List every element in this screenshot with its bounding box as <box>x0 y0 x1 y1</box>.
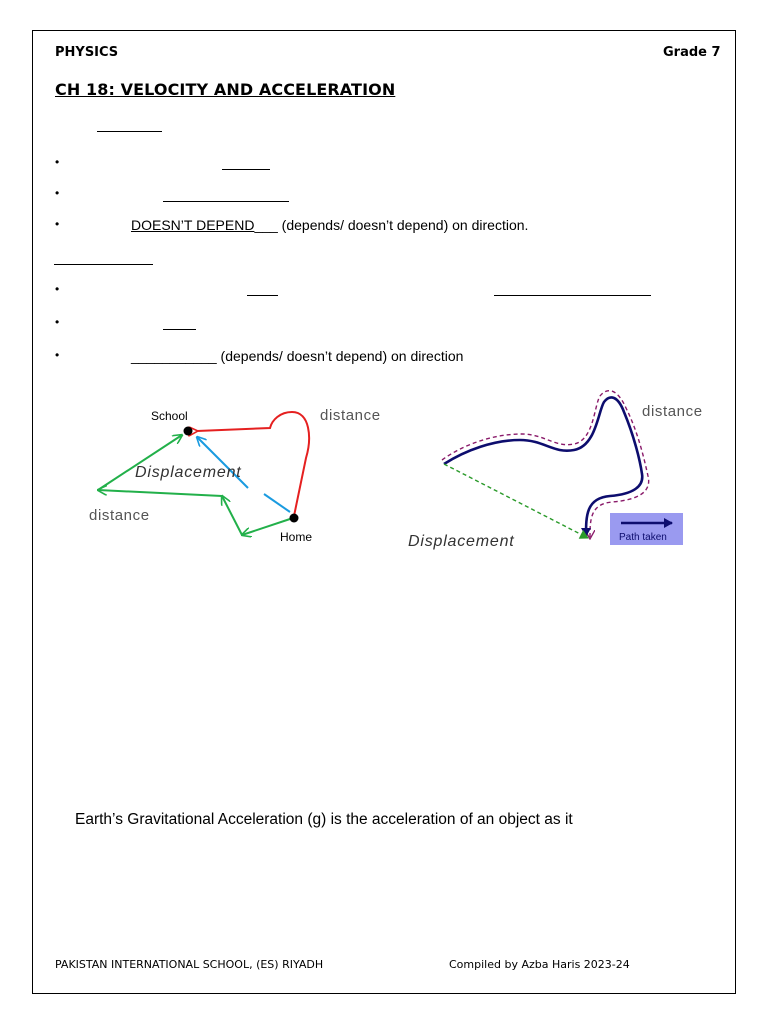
answer-blank <box>222 169 270 170</box>
distance-label-left: distance <box>89 507 150 524</box>
legend-text: Path taken <box>619 532 667 543</box>
home-point <box>290 514 299 523</box>
school-label: School <box>151 409 188 423</box>
section-heading-blank <box>97 131 162 132</box>
bullet-dot: • <box>55 282 60 296</box>
bullet-dot: • <box>55 348 60 362</box>
school-home-diagram <box>80 398 420 558</box>
bullet-dot: • <box>55 155 60 169</box>
direction-statement <box>131 348 463 364</box>
answer-blank <box>247 295 278 296</box>
bullet-dot: • <box>55 217 60 231</box>
answer-blank: ___________ <box>131 348 217 364</box>
school-point <box>184 427 193 436</box>
statement-tail: (depends/ doesn’t depend) on direction <box>216 348 464 364</box>
direction-statement <box>131 217 528 233</box>
footer-school: PAKISTAN INTERNATIONAL SCHOOL, (ES) RIYADH <box>55 958 324 971</box>
green-distance-segment <box>98 435 182 490</box>
distance-label-top: distance <box>320 407 381 424</box>
gravity-statement: Earth’s Gravitational Acceleration (g) is the acceleration of an object as it <box>75 811 573 828</box>
bullet-dot: • <box>55 315 60 329</box>
footer-compiled: Compiled by Azba Haris 2023-24 <box>449 958 630 971</box>
green-distance-segment <box>98 490 222 496</box>
subject-label: PHYSICS <box>55 45 119 60</box>
path-taken-diagram <box>404 386 734 556</box>
answer-blank <box>494 295 651 296</box>
section-heading-blank <box>54 264 153 265</box>
displacement-label: Displacement <box>135 464 242 481</box>
displacement-label: Displacement <box>408 533 515 550</box>
statement-tail: ___ (depends/ doesn’t depend) on direction. <box>254 217 529 233</box>
answer-blank <box>163 201 289 202</box>
blue-displacement-arrow <box>264 494 290 512</box>
bullet-dot: • <box>55 186 60 200</box>
chapter-title: CH 18: VELOCITY AND ACCELERATION <box>55 80 396 99</box>
filled-answer: DOESN’T DEPEND <box>131 217 255 233</box>
home-label: Home <box>280 530 313 544</box>
distance-label: distance <box>642 403 703 420</box>
grade-label: Grade 7 <box>663 45 721 60</box>
displacement-arrow <box>444 464 588 538</box>
green-distance-segment <box>222 496 242 535</box>
answer-blank <box>163 329 196 330</box>
